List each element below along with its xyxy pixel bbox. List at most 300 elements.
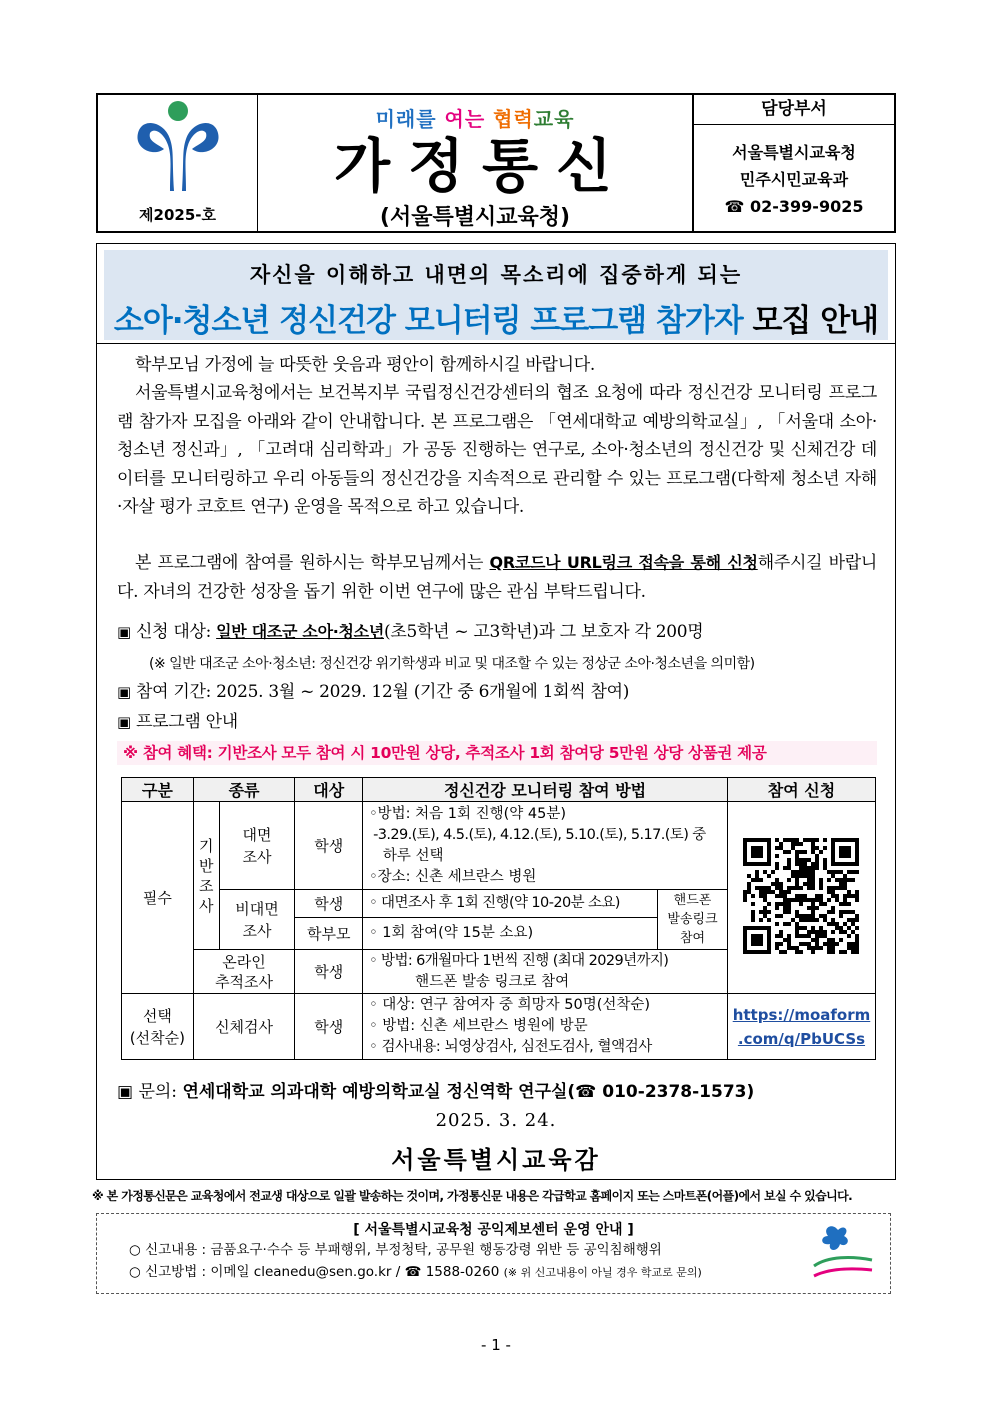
qr-module	[795, 850, 799, 854]
qr-module	[743, 898, 747, 902]
qr-module	[811, 902, 815, 906]
qr-module	[795, 950, 799, 954]
base-survey-label: 기반조사	[198, 836, 214, 915]
qr-module	[851, 878, 855, 882]
qr-module	[831, 870, 835, 874]
qr-module	[819, 850, 823, 854]
qr-module	[763, 890, 767, 894]
qr-module	[827, 942, 831, 946]
qr-module	[787, 838, 791, 842]
qr-module	[831, 942, 835, 946]
qr-module	[811, 874, 815, 878]
report-line: ○ 신고내용 : 금품요구·수수 등 부패행위, 부정청탁, 공무원 행동강령 위반 등 공익침해행위	[129, 1242, 662, 1258]
qr-module	[799, 950, 803, 954]
face-survey-method	[363, 802, 728, 890]
qr-module	[819, 886, 823, 890]
qr-module	[831, 938, 835, 942]
qr-module	[823, 866, 827, 870]
qr-module	[791, 918, 795, 922]
slogan	[258, 103, 692, 132]
qr-module	[847, 902, 851, 906]
qr-module	[811, 838, 815, 842]
qr-module	[783, 838, 787, 842]
qr-module	[815, 894, 819, 898]
qr-module	[775, 886, 779, 890]
qr-module	[819, 914, 823, 918]
program-text: 프로그램 안내	[130, 712, 238, 732]
qr-module	[791, 946, 795, 950]
qr-module	[855, 926, 859, 930]
qr-module	[807, 874, 811, 878]
clean-education-logo-icon	[808, 1222, 878, 1284]
qr-module	[743, 890, 747, 894]
table-header: 대상	[295, 778, 363, 802]
qr-module	[815, 942, 819, 946]
qr-module	[807, 878, 811, 882]
qr-module	[827, 910, 831, 914]
qr-module	[799, 886, 803, 890]
program-table	[121, 777, 876, 1060]
qr-module	[767, 910, 771, 914]
qr-module	[759, 910, 763, 914]
qr-module	[843, 930, 847, 934]
apply-link[interactable]: .com/q/PbUCSs	[737, 1029, 866, 1048]
link-cell	[727, 994, 875, 1060]
qr-module	[815, 938, 819, 942]
qr-module	[811, 886, 815, 890]
qr-module	[855, 894, 859, 898]
qr-module	[779, 950, 783, 954]
banner-background	[104, 250, 888, 340]
qr-module	[811, 926, 815, 930]
qr-module	[799, 894, 803, 898]
qr-module	[827, 890, 831, 894]
notice-banner	[97, 244, 895, 344]
qr-module	[743, 894, 747, 898]
qr-module	[799, 902, 803, 906]
qr-module	[807, 858, 811, 862]
qr-module	[835, 942, 839, 946]
qr-module	[755, 886, 759, 890]
qr-module	[779, 902, 783, 906]
qr-module	[807, 914, 811, 918]
qr-module	[771, 882, 775, 886]
qr-module	[799, 926, 803, 930]
qr-module	[775, 854, 779, 858]
department-phone: ☎ 02-399-9025	[724, 197, 864, 216]
qr-module	[823, 902, 827, 906]
qr-module	[855, 914, 859, 918]
qr-module	[807, 870, 811, 874]
qr-module	[811, 918, 815, 922]
qr-module	[815, 930, 819, 934]
footnote: ※ 본 가정통신문은 교육청에서 전교생 대상으로 일괄 발송하는 것이며, 가정통신문 내용은 각급학교 홈페이지 또는 스마트폰(어플)에서 보실 수 있습니다.	[92, 1189, 853, 1203]
qr-module	[795, 882, 799, 886]
page-title: 가정통신	[333, 132, 631, 200]
qr-module	[807, 882, 811, 886]
qr-module	[803, 918, 807, 922]
qr-module	[819, 930, 823, 934]
qr-module	[855, 918, 859, 922]
table-header: 참여 신청	[727, 778, 875, 802]
department-org: 서울특별시교육청	[732, 143, 856, 162]
qr-module	[803, 870, 807, 874]
table-header: 구분	[122, 778, 194, 802]
qr-module	[811, 842, 815, 846]
qr-module	[759, 890, 763, 894]
qr-module	[839, 846, 851, 858]
qr-module	[811, 938, 815, 942]
qr-module	[843, 950, 847, 954]
qr-module	[839, 878, 843, 882]
banner-heading-black: 모집 안내	[742, 303, 879, 339]
qr-module	[807, 886, 811, 890]
qr-module	[743, 926, 771, 930]
target-rest: (초5학년 ~ 고3학년)과 그 보호자 각 200명	[384, 622, 704, 642]
qr-module	[811, 882, 815, 886]
qr-module	[851, 946, 855, 950]
qr-module	[839, 926, 843, 930]
qr-module	[791, 898, 795, 902]
qr-module	[743, 926, 747, 954]
qr-module	[831, 918, 835, 922]
qr-module	[747, 886, 751, 890]
qr-module	[827, 946, 831, 950]
qr-module	[771, 890, 775, 894]
qr-module	[819, 946, 823, 950]
target-student: 학생	[295, 994, 363, 1060]
method-line: ◦ 방법: 신촌 세브란스 병원에 방문	[369, 1018, 588, 1034]
qr-module	[787, 906, 791, 910]
qr-module	[799, 842, 803, 846]
qr-module	[819, 926, 823, 930]
qr-module	[855, 938, 859, 942]
qr-module	[855, 870, 859, 874]
qr-module	[827, 898, 831, 902]
qr-module	[795, 842, 799, 846]
qr-module	[763, 870, 767, 874]
qr-module	[803, 894, 807, 898]
qr-module	[831, 890, 835, 894]
body-check-method	[363, 994, 728, 1060]
target-student: 학생	[295, 802, 363, 890]
qr-module	[763, 886, 767, 890]
qr-module	[747, 874, 751, 878]
inquiry-label: ▣ 문의:	[117, 1082, 183, 1102]
qr-module	[847, 942, 851, 946]
qr-module	[843, 910, 847, 914]
qr-module	[759, 918, 763, 922]
qr-module	[811, 850, 815, 854]
qr-module	[787, 942, 791, 946]
report-method: ○ 신고방법 : 이메일 cleanedu@sen.go.kr / ☎ 1588-0260	[129, 1264, 504, 1280]
qr-module	[835, 898, 839, 902]
qr-module	[823, 838, 827, 842]
slogan-part: 미래를	[375, 107, 445, 131]
qr-module	[743, 950, 771, 954]
qr-module	[815, 858, 819, 862]
qr-module	[831, 862, 859, 866]
qr-module	[779, 890, 783, 894]
qr-module	[783, 906, 787, 910]
qr-module	[799, 850, 803, 854]
intro-paragraph-3	[117, 549, 877, 606]
qr-module	[763, 898, 767, 902]
qr-module	[811, 946, 815, 950]
qr-module	[851, 942, 855, 946]
qr-module	[843, 894, 847, 898]
notice-body	[96, 243, 896, 1180]
qr-module	[811, 930, 815, 934]
qr-module	[763, 914, 767, 918]
qr-code-icon[interactable]	[743, 838, 859, 954]
qr-module	[803, 838, 807, 842]
qr-module	[831, 910, 835, 914]
method-line: ◦ 검사내용: 뇌영상검사, 심전도검사, 혈액검사	[369, 1039, 652, 1055]
qr-module	[787, 878, 791, 882]
qr-module	[795, 898, 799, 902]
qr-module	[835, 878, 839, 882]
method-line: -3.29.(토), 4.5.(토), 4.12.(토), 5.10.(토), 5.17.(토) 중	[369, 826, 706, 843]
nonface-survey-label: 비대면 조사	[219, 890, 295, 950]
department-name: 민주시민교육과	[739, 170, 849, 189]
qr-module	[759, 894, 763, 898]
qr-module	[851, 870, 855, 874]
qr-module	[775, 894, 779, 898]
qr-module	[815, 866, 819, 870]
qr-module	[775, 878, 779, 882]
qr-module	[787, 910, 791, 914]
qr-module	[787, 898, 791, 902]
qr-module	[775, 882, 779, 886]
qr-module	[807, 946, 811, 950]
online-survey-method	[363, 950, 728, 994]
qr-module	[751, 914, 755, 918]
qr-module	[827, 922, 831, 926]
qr-module	[807, 898, 811, 902]
qr-module	[835, 926, 839, 930]
qr-module	[795, 910, 799, 914]
qr-module	[747, 890, 751, 894]
qr-module	[847, 946, 851, 950]
qr-module	[831, 894, 835, 898]
qr-module	[751, 910, 755, 914]
period-text: 참여 기간: 2025. 3월 ~ 2029. 12월 (기간 중 6개월에 1회씩 참여)	[130, 682, 630, 702]
qr-module	[795, 914, 799, 918]
qr-module	[799, 898, 803, 902]
qr-module	[803, 882, 807, 886]
qr-module	[803, 926, 807, 930]
qr-module	[783, 902, 787, 906]
qr-module	[803, 858, 807, 862]
qr-module	[779, 846, 783, 850]
qr-module	[779, 894, 783, 898]
qr-module	[815, 862, 819, 866]
qr-module	[767, 918, 771, 922]
qr-module	[787, 934, 791, 938]
qr-module	[811, 866, 815, 870]
qr-module	[787, 922, 791, 926]
qr-module	[843, 902, 847, 906]
department-label: 담당부서	[694, 95, 894, 125]
issue-date: 2025. 3. 24.	[435, 1110, 557, 1131]
qr-module	[791, 838, 795, 842]
qr-module	[787, 902, 791, 906]
qr-module	[831, 838, 859, 842]
qr-module	[807, 838, 811, 842]
qr-module	[795, 934, 799, 938]
report-center-box	[96, 1213, 891, 1294]
slogan-part: 협력	[493, 107, 534, 131]
qr-module	[787, 858, 791, 862]
qr-module	[831, 906, 835, 910]
qr-module	[839, 938, 843, 942]
qr-module	[799, 914, 803, 918]
qr-module	[751, 902, 755, 906]
face-survey-label: 대면 조사	[219, 802, 295, 890]
intro-text: 본 프로그램에 참여를 원하시는 학부모님께서는	[135, 553, 490, 573]
method-line: ◦방법: 처음 1회 진행(약 45분)	[369, 805, 567, 822]
qr-cell	[727, 802, 875, 994]
category-optional: 선택 (선착순)	[122, 994, 194, 1060]
qr-module	[803, 898, 807, 902]
nonface-parent-method: ◦ 1회 참여(약 15분 소요)	[363, 918, 658, 950]
qr-module	[783, 938, 787, 942]
qr-module	[787, 866, 791, 870]
qr-module	[799, 874, 803, 878]
qr-module	[783, 910, 787, 914]
department-cell	[694, 95, 894, 231]
qr-module	[779, 886, 783, 890]
qr-module	[795, 862, 799, 866]
qr-module	[763, 894, 767, 898]
qr-module	[807, 866, 811, 870]
qr-module	[815, 898, 819, 902]
qr-module	[819, 882, 823, 886]
table-row	[122, 994, 876, 1060]
qr-module	[795, 854, 799, 858]
table-header: 종류	[193, 778, 295, 802]
qr-module	[767, 890, 771, 894]
qr-module	[791, 846, 795, 850]
slogan-part: 교육	[533, 107, 575, 131]
qr-module	[783, 850, 787, 854]
qr-module	[827, 938, 831, 942]
qr-module	[783, 922, 787, 926]
qr-module	[823, 862, 827, 866]
qr-module	[799, 862, 803, 866]
qr-module	[819, 878, 823, 882]
qr-module	[807, 918, 811, 922]
qr-module	[803, 942, 807, 946]
qr-module	[839, 950, 843, 954]
box-mark-icon: ▣	[117, 683, 131, 701]
title-cell	[258, 95, 694, 231]
qr-module	[779, 842, 783, 846]
qr-module	[767, 902, 771, 906]
qr-module	[847, 926, 851, 930]
qr-module	[775, 934, 779, 938]
qr-module	[811, 870, 815, 874]
qr-module	[775, 922, 779, 926]
qr-module	[811, 846, 815, 850]
qr-module	[855, 890, 859, 894]
method-line: ◦장소: 신촌 세브란스 병원	[369, 868, 537, 885]
qr-module	[807, 930, 811, 934]
qr-module	[803, 866, 807, 870]
table-header: 정신건강 모니터링 참여 방법	[363, 778, 728, 802]
qr-module	[847, 894, 851, 898]
qr-module	[815, 918, 819, 922]
apply-link[interactable]: https://moaform	[732, 1005, 871, 1024]
qr-module	[843, 878, 847, 882]
box-mark-icon: ▣	[117, 713, 131, 731]
qr-module	[799, 942, 803, 946]
method-line: 핸드폰 발송 링크로 참여	[369, 973, 570, 990]
qr-module	[767, 874, 771, 878]
qr-module	[767, 838, 771, 866]
qr-module	[847, 910, 851, 914]
qr-module	[795, 886, 799, 890]
qr-module	[787, 890, 791, 894]
qr-module	[787, 862, 791, 866]
qr-module	[803, 850, 807, 854]
inquiry-line	[117, 1077, 754, 1102]
qr-module	[847, 890, 851, 894]
qr-module	[855, 942, 859, 946]
qr-module	[811, 878, 815, 882]
qr-module	[823, 934, 827, 938]
target-note: (※ 일반 대조군 소아·청소년: 정신건강 위기학생과 비교 및 대조할 수 있는 정상군 소아·청소년을 의미함)	[149, 656, 755, 672]
target-student: 학생	[295, 950, 363, 994]
qr-module	[851, 910, 855, 914]
target-item	[117, 619, 703, 645]
qr-module	[791, 842, 795, 846]
qr-module	[775, 946, 779, 950]
method-line: 하루 선택	[369, 847, 444, 864]
qr-module	[775, 902, 779, 906]
qr-module	[799, 918, 803, 922]
qr-module	[831, 874, 835, 878]
target-highlight: 일반 대조군 소아·청소년	[216, 622, 384, 641]
qr-module	[847, 934, 851, 938]
intro-paragraph-2: 서울특별시교육청에서는 보건복지부 국립정신건강센터의 협조 요청에 따라 정신건강 모니터링 프로그램 참가자 모집을 아래와 같이 안내합니다. 본 프로그램은 「연세대학교 예방의학교실」, 「서울대 소아·청소년 정신과」, 「고려대 심리학과」가 공동 진행하는 연구로, 소아·청소년의 정신건강 및 신체건강 데이터를 모니터링하고 우리 아동들의 정신건강을 지속적으로 관리할 수 있는 프로그램(다학제 청소년 자해·자살 평가 코호트 연구) 운영을 목적으로 하고 있습니다.	[117, 383, 877, 517]
qr-module	[795, 858, 799, 862]
qr-module	[787, 938, 791, 942]
qr-module	[775, 942, 779, 946]
qr-module	[819, 934, 823, 938]
target-label: 신청 대상:	[130, 622, 217, 642]
qr-module	[763, 910, 767, 914]
qr-module	[835, 886, 839, 890]
qr-module	[855, 898, 859, 902]
qr-module	[811, 914, 815, 918]
qr-module	[831, 922, 835, 926]
qr-module	[799, 934, 803, 938]
qr-module	[783, 890, 787, 894]
qr-module	[795, 922, 799, 926]
page-subtitle: (서울특별시교육청)	[379, 205, 571, 230]
qr-module	[795, 946, 799, 950]
header-box	[96, 93, 896, 233]
qr-module	[855, 934, 859, 938]
qr-module	[819, 894, 823, 898]
qr-module	[799, 866, 803, 870]
method-line: ◦ 대상: 연구 참여자 중 희망자 50명(선착순)	[369, 997, 651, 1013]
qr-module	[839, 914, 843, 918]
program-item	[117, 709, 238, 735]
qr-module	[795, 870, 799, 874]
